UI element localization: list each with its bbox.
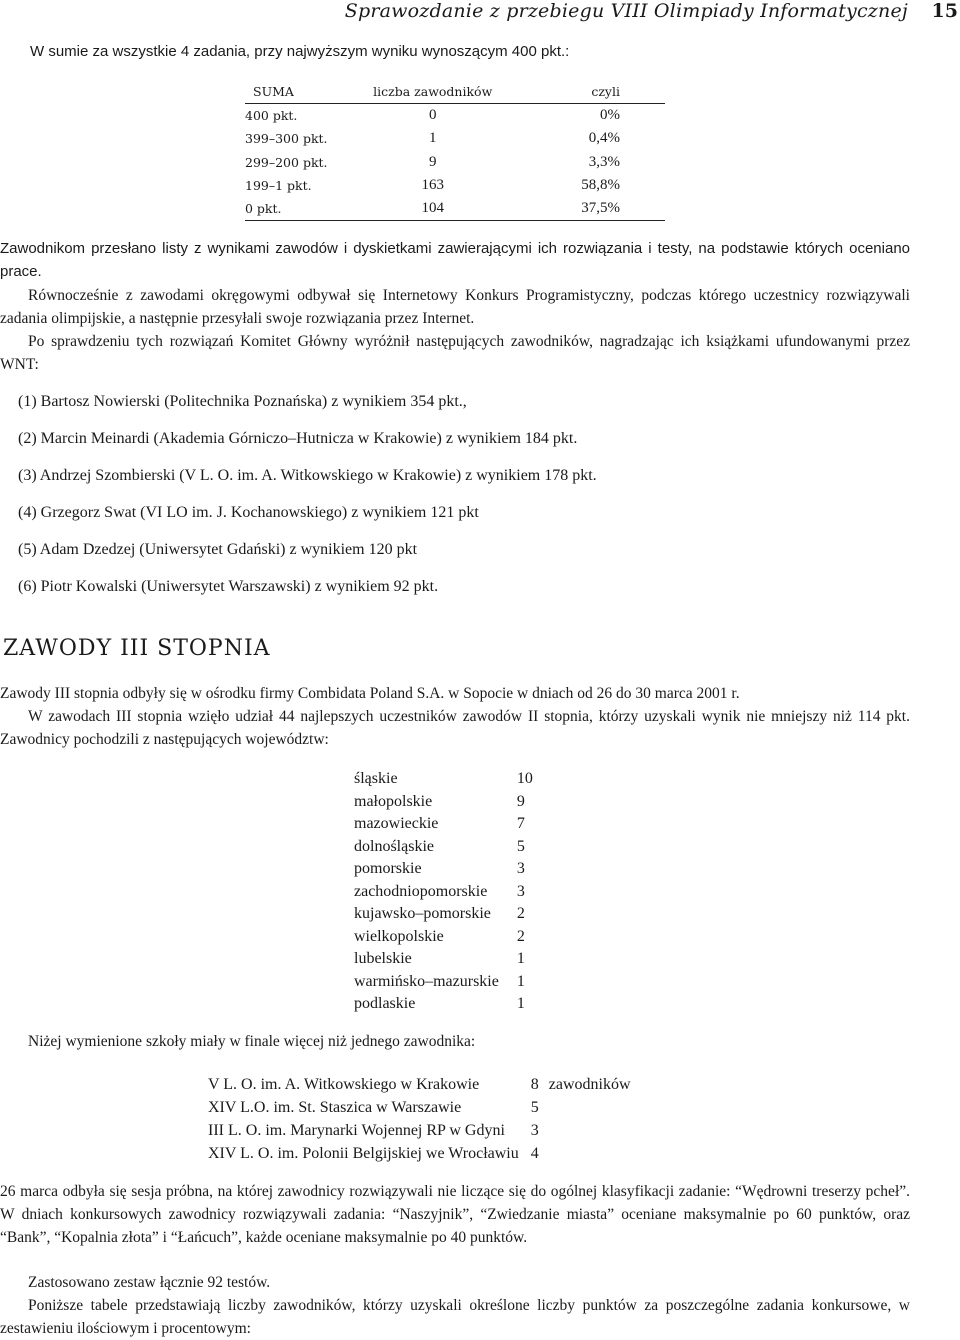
list-item: (1) Bartosz Nowierski (Politechnika Poznańska) z wynikiem 354 pkt., [18,393,467,410]
voivodeship-name: kujawsko–pomorskie [354,905,491,923]
school-count: 8 [530,1075,539,1093]
voivodeship-count: 1 [516,950,525,968]
school-unit [539,1119,631,1142]
paragraph-tables-intro: Poniższe tabele przedstawiają liczby zawodników, którzy uzyskali określone liczby punktów za poszczególne zadania konkursowe, w zestawieniu ilościowym i procentowym: [0,1297,910,1337]
paragraph-results-sent: Zawodnikom przesłano listy z wynikami zawodów i dyskietkami zawierającymi ich rozwiązania i testy, na podstawie których oceniano prace. [0,240,910,280]
voivodeship-count: 9 [516,792,525,810]
table-row [354,948,533,971]
table-cell: 163 [421,176,444,193]
paragraph-finals-location: Zawody III stopnia odbyły się w ośrodku firmy Combidata Poland S.A. w Sopocie w dniach od 26 do 30 marca 2001 r. [0,685,740,702]
table-cell: 58,8% [581,176,620,193]
table-row [245,197,665,221]
table-cell: 0 pkt. [245,197,365,221]
school-name: III L. O. im. Marynarki Wojennej RP w Gdyni [208,1121,505,1139]
table-cell: 3,3% [588,153,620,170]
table-row [354,926,533,949]
table-cell: 9 [428,153,437,170]
voivodeship-count: 3 [516,882,525,900]
table-cell: 0,4% [588,130,620,147]
table-row [354,813,533,836]
table-row [208,1073,631,1096]
voivodeship-count: 3 [516,860,525,878]
voivodeship-count: 2 [516,927,525,945]
table-cell: 1 [428,130,437,147]
voivodeship-name: mazowieckie [354,815,439,833]
voivodeship-name: małopolskie [354,792,433,810]
list-item: (6) Piotr Kowalski (Uniwersytet Warszawski) z wynikiem 92 pkt. [18,578,439,595]
voivodeship-name: warmińsko–mazurskie [354,972,499,990]
section-heading: ZAWODY III STOPNIA [3,636,271,661]
table-row [354,791,533,814]
table-cell: 37,5% [500,197,665,221]
school-name: XIV L. O. im. Polonii Belgijskiej we Wrocławiu [208,1144,519,1162]
school-name: XIV L.O. im. St. Staszica w Warszawie [208,1098,462,1116]
summary-table [245,80,665,221]
table-header-cell: liczba zawodników [373,84,493,100]
school-unit [539,1142,631,1165]
table-cell: 199–1 pkt. [245,177,312,193]
school-count: 3 [530,1121,539,1139]
voivodeship-name: podlaskie [354,995,416,1013]
table-row [354,858,533,881]
table-row [208,1142,631,1165]
voivodeship-name: lubelskie [354,950,412,968]
table-row [245,127,665,150]
table-row [245,174,665,197]
school-count: 5 [530,1098,539,1116]
paragraph-trial-session: 26 marca odbyła się sesja próbna, na której zawodnicy rozwiązywali nie liczące się do ogólnej klasyfikacji zadanie: “Wędrowni treserzy pcheł”. W dniach konkursowych zawodnicy rozwiązywali zadania: “Naszyjnik”, “Zwiedzanie miasta” oceniane maksymalnie po 60 punktów, oraz “Bank”, “Kopalnia złota” i “Łańcuch”, każde oceniane maksymalnie po 40 punktów. [0,1183,910,1246]
voivodeship-count: 1 [516,995,525,1013]
voivodeship-count: 10 [516,770,533,788]
voivodeship-name: pomorskie [354,860,422,878]
table-row [354,881,533,904]
winners-list [18,388,597,610]
paragraph-internet-contest: Równocześnie z zawodami okręgowymi odbywał się Internetowy Konkurs Programistyczny, podczas którego uczestnicy rozwiązywali zadania olimpijskie, a następnie przesyłali swoje rozwiązania przez Internet. [0,287,910,327]
voivodeship-count: 2 [516,905,525,923]
paragraph-committee-awards: Po sprawdzeniu tych rozwiązań Komitet Główny wyróżnił następujących zawodników, nagradzając ich książkami ufundowanymi przez WNT: [0,333,910,373]
table-cell: 399–300 pkt. [245,131,328,147]
table-header-cell: czyli [591,84,620,100]
table-cell: 104 [365,197,500,221]
table-row [354,903,533,926]
school-unit [539,1096,631,1119]
voivodeship-name: śląskie [354,770,398,788]
list-item: (4) Grzegorz Swat (VI LO im. J. Kochanowskiego) z wynikiem 121 pkt [18,504,479,521]
school-name: V L. O. im. A. Witkowskiego w Krakowie [208,1075,480,1093]
paragraph-schools-intro: Niżej wymienione szkoły miały w finale więcej niż jednego zawodnika: [28,1033,476,1050]
voivodeship-name: dolnośląskie [354,837,434,855]
paragraph-tests-count: Zastosowano zestaw łącznie 92 testów. [28,1274,271,1291]
table-header-cell: SUMA [253,84,294,100]
school-count: 4 [530,1144,539,1162]
voivodeship-count: 7 [516,815,525,833]
voivodeship-count: 1 [516,972,525,990]
table-row [245,151,665,174]
table-header-row [245,80,665,104]
table-row [354,971,533,994]
list-item: (2) Marcin Meinardi (Akademia Górniczo–Hutnicza w Krakowie) z wynikiem 184 pkt. [18,430,578,447]
paragraph-finals-participants: W zawodach III stopnia wzięło udział 44 najlepszych uczestników zawodów II stopnia, którzy uzyskali wynik nie mniejszy niż 114 pkt. Zawodnicy pochodzili z następujących województw: [0,708,910,748]
table-row [354,836,533,859]
page-number: 15 [931,0,958,22]
running-title: Sprawozdanie z przebiegu VIII Olimpiady Informatycznej [344,0,908,22]
schools-table [208,1073,631,1165]
list-item: (3) Andrzej Szombierski (V L. O. im. A. Witkowskiego w Krakowie) z wynikiem 178 pkt. [18,467,597,484]
voivodeship-table [354,768,533,1016]
table-cell: 299–200 pkt. [245,154,328,170]
school-unit: zawodników [548,1075,631,1093]
table-row [245,104,665,128]
table-row [354,768,533,791]
table-row [208,1119,631,1142]
voivodeship-count: 5 [516,837,525,855]
list-item: (5) Adam Dzedzej (Uniwersytet Gdański) z wynikiem 120 pkt [18,541,418,558]
table-cell: 0 [365,104,500,128]
voivodeship-name: zachodniopomorskie [354,882,488,900]
voivodeship-name: wielkopolskie [354,927,444,945]
table-row [354,993,533,1016]
intro-sum-text: W sumie za wszystkie 4 zadania, przy najwyższym wyniku wynoszącym 400 pkt.: [30,43,570,60]
page-header [0,0,960,26]
table-row [208,1096,631,1119]
table-cell: 0% [500,104,665,128]
table-cell: 400 pkt. [245,104,365,128]
